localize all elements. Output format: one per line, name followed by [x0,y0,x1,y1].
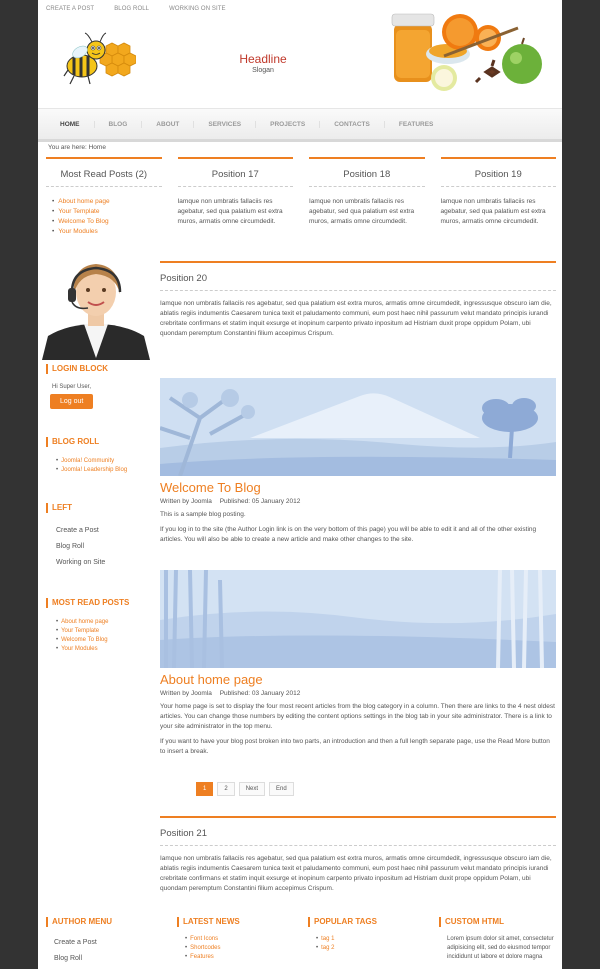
nav-home[interactable]: HOME [46,121,95,128]
support-agent-avatar [42,258,150,360]
blog-roll-title: BLOG ROLL [46,437,146,447]
footer [46,917,556,967]
top-menu-create-post[interactable]: CREATE A POST [46,6,95,12]
list-item[interactable]: • Font Icons [185,935,294,944]
module-position-18 [309,157,425,237]
page-1-button[interactable]: 1 [196,782,213,796]
header-banner-image [388,6,550,98]
list-item[interactable]: • Your Template [56,627,146,636]
list-item[interactable]: • Shortcodes [185,944,294,953]
post-title-link[interactable]: About home page [160,672,263,687]
post-meta [160,690,556,697]
nav-blog[interactable]: BLOG [95,121,143,128]
post-author: Written by Joomla [160,690,212,697]
module-most-read-posts [46,157,162,237]
footer-title: POPULAR TAGS [308,917,425,927]
position-21-text: Iamque non umbratis fallaciis res agebatur, sed qua palatium est extra muros, armatis omne circumdedit, ingressusque obscuro iam die, ablatis regiis indumentis Caesarem tunica texit et paludamento communi, eum post haec nihil passurum velut mandato principis iurandi crebritate confirmans et statim inquit exsurge et inopinum carpento privato inpositum ad Histriam duxit prope oppidum Polam, ubi quondam peremptum Constantini filium accepimus Crispum. [160,855,552,892]
footer-author-menu [46,917,163,967]
blog-post-about [160,570,556,757]
footer-title: CUSTOM HTML [439,917,556,927]
top-menu-working-on-site[interactable]: WORKING ON SITE [169,6,226,12]
most-read-list [46,187,162,237]
nav-projects[interactable]: PROJECTS [256,121,320,128]
list-item[interactable]: • Your Modules [52,227,162,237]
most-read-title: MOST READ POSTS [46,598,146,608]
login-block [46,364,146,409]
next-page-button[interactable]: Next [239,782,265,796]
module-text: Iamque non umbratis fallaciis res agebatur, sed qua palatium est extra muros, armatis omne circumdedit. [309,198,415,225]
bee-logo[interactable] [60,30,136,88]
module-text: Iamque non umbratis fallaciis res agebatur, sed qua palatium est extra muros, armatis omne circumdedit. [177,198,283,225]
login-block-title: LOGIN BLOCK [46,364,146,374]
module-position-19 [441,157,557,237]
list-item[interactable]: • Features [185,953,294,962]
left-menu-list [46,513,146,571]
list-item[interactable]: • Welcome To Blog [52,217,162,227]
list-item[interactable]: • Joomla! Leadership Blog [56,466,146,475]
nav-services[interactable]: SERVICES [194,121,256,128]
position-21-title: Position 21 [160,816,556,846]
blog-post-welcome [160,378,556,545]
post-date: Published: 03 January 2012 [219,690,301,697]
blog-roll-module [46,437,146,475]
module-text: Iamque non umbratis fallaciis res agebatur, sed qua palatium est extra muros, armatis omne circumdedit. [440,198,546,225]
footer-latest-news [177,917,294,967]
list-item[interactable]: • Welcome To Blog [56,636,146,645]
module-title: Most Read Posts (2) [46,159,162,187]
module-position-17 [178,157,294,237]
post-meta [160,498,556,505]
post-paragraph: If you log in to the site (the Author Login link is on the very bottom of this page) you will be able to edit it and all of the other existing articles. You will also be able to create a new article and make other changes to the site. [160,526,537,543]
site-headline: Headline [239,52,287,66]
footer-custom-html [439,917,556,967]
list-item[interactable]: Create a Post [54,939,97,946]
list-item[interactable]: • Your Modules [56,645,146,654]
list-item[interactable]: • About home page [56,618,146,627]
module-title: Position 19 [441,159,557,187]
page-2-button[interactable]: 2 [217,782,234,796]
position-21-module [160,816,556,894]
list-item[interactable]: • Joomla! Community [56,457,146,466]
list-item[interactable]: Create a Post [56,527,99,534]
module-title: Position 17 [178,159,294,187]
footer-title: LATEST NEWS [177,917,294,927]
list-item[interactable]: • Your Template [52,207,162,217]
list-item[interactable]: Blog Roll [54,955,83,962]
list-item[interactable]: • tag 1 [316,935,425,944]
footer-popular-tags [308,917,425,967]
post-author: Written by Joomla [160,498,212,505]
pagination [196,782,294,796]
nav-about[interactable]: ABOUT [142,121,194,128]
latest-news-list [177,927,294,962]
position-20-title: Position 20 [160,261,556,291]
blog-image-bamboo [160,570,556,668]
popular-tags-list [308,927,425,953]
most-read-sidebar-list [46,608,146,654]
breadcrumb: You are here: Home [48,144,106,151]
logout-button[interactable]: Log out [50,394,93,409]
blog-image-mountain [160,378,556,476]
top-modules [46,157,556,237]
blog-roll-list [46,447,146,475]
end-page-button[interactable]: End [269,782,294,796]
post-paragraph: If you want to have your blog post broken into two parts, an introduction and then a full length separate page, use the Read More button to insert a break. [160,738,550,755]
list-item[interactable]: Blog Roll [56,543,85,550]
top-menu [46,6,226,12]
custom-html-text: Lorem ipsum dolor sit amet, consectetur adipisicing elit, sed do eiusmod tempor incididunt ut labore et dolore magna [447,936,554,960]
module-title: Position 18 [309,159,425,187]
main-nav [38,108,562,142]
list-item[interactable]: • About home page [52,197,162,207]
post-paragraph: Your home page is set to display the four most recent articles from the blog category in a column. Then there are links to the 4 nest oldest articles. You can change those numbers by editing the content options settings in the blog tab in your site administrator. There is a link to your site administrator in the top menu. [160,703,555,730]
list-item[interactable]: • tag 2 [316,944,425,953]
page [38,0,562,969]
post-paragraph: This is a sample blog posting. [160,511,246,518]
list-item[interactable]: Working on Site [56,559,106,566]
author-menu-list [46,927,163,967]
login-greeting: Hi Super User, [52,384,92,390]
most-read-posts-module [46,598,146,654]
nav-contacts[interactable]: CONTACTS [320,121,385,128]
footer-title: AUTHOR MENU [46,917,163,927]
nav-features[interactable]: FEATURES [398,120,434,128]
post-date: Published: 05 January 2012 [219,498,301,505]
post-title-link[interactable]: Welcome To Blog [160,480,261,495]
top-menu-blog-roll[interactable]: BLOG ROLL [114,6,150,12]
left-menu-title: LEFT [46,503,146,513]
position-20-module [160,261,556,339]
position-20-text: Iamque non umbratis fallaciis res agebatur, sed qua palatium est extra muros, armatis omne circumdedit, ingressusque obscuro iam die, ablatis regiis indumentis Caesarem tunica texit et paludamento communi, eum post haec nihil passurum velut mandato principis iurandi crebritate confirmans et statim inquit exsurge et inopinum carpento privato inpositum ad Histriam duxit prope oppidum Polam, ubi quondam peremptum Constantini filium accepimus Crispum. [160,300,552,337]
site-headline-block [218,52,308,74]
left-menu-module [46,503,146,571]
site-slogan: Slogan [252,67,274,74]
